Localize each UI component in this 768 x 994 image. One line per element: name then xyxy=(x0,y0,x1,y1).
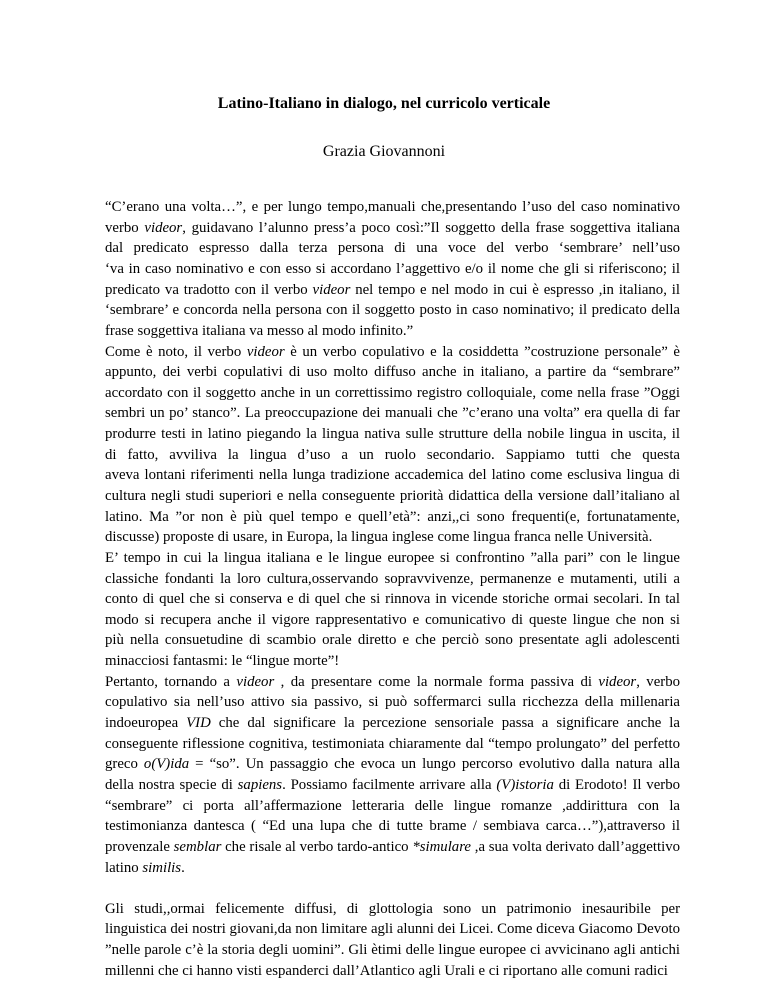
text-run: conto di quel che si conserva e di quel che si rinnova in vicende storiche ormai secolari. In tal xyxy=(105,591,680,608)
text-line xyxy=(105,548,680,569)
italic-term: videor xyxy=(598,673,637,690)
italic-term: videor xyxy=(236,673,275,690)
text-line xyxy=(105,919,680,940)
italic-term: videor xyxy=(312,281,351,298)
text-line xyxy=(105,218,680,239)
text-run: = “so”. Un passaggio che evoca un lungo percorso evolutivo dalla natura alla xyxy=(195,756,680,773)
text-line xyxy=(105,651,680,672)
text-run: aveva lontani riferimenti nella lunga tradizione accademica del latino come esclusiva lingua di xyxy=(105,467,680,484)
text-run: E’ tempo in cui la lingua italiana e le lingue europee si confrontino ”alla pari” con le lingue xyxy=(105,549,680,566)
text-line xyxy=(105,858,680,879)
text-run: ‘va in caso nominativo e con esso si accordano l’aggettivo e/o il nome che gli si riferiscono; il xyxy=(105,260,680,277)
text-line xyxy=(105,837,680,858)
text-line xyxy=(105,899,680,920)
text-run: ”nelle parole c’è la storia degli uomini”. Gli ètimi delle lingue europee ci avvicinano agli antichi xyxy=(105,942,680,959)
italic-term: similis xyxy=(142,859,182,876)
text-line xyxy=(105,424,680,445)
text-line xyxy=(105,280,680,301)
paragraph xyxy=(105,672,680,878)
text-run: sembri un po’ stanco”. La preoccupazione dei manuali che ”c’erano una volta” era quella di far xyxy=(105,405,680,422)
text-run: che risale al verbo tardo-antico xyxy=(221,838,413,855)
text-run: dal predicato espresso dalla terza persona di una voce del verbo ‘sembrare’ nell’uso xyxy=(105,240,680,257)
text-run: ‘sembrare’ e concorda nella persona con il soggetto posto in caso nominativo; il predicato della xyxy=(105,302,680,319)
text-run: ,a sua volta derivato dall’aggettivo xyxy=(470,838,680,855)
text-line xyxy=(105,507,680,528)
text-run: , verbo xyxy=(636,673,680,690)
paragraph xyxy=(105,342,680,548)
document-author: Grazia Giovannoni xyxy=(322,143,446,160)
text-line xyxy=(105,342,680,363)
text-line xyxy=(105,754,680,775)
italic-term: (V)istoria xyxy=(496,776,554,793)
italic-term: VID xyxy=(186,715,211,732)
text-run: nel tempo e nel modo in cui è espresso ,in italiano, il xyxy=(355,281,680,298)
text-run: minacciosi fantasmi: le “lingue morte”! xyxy=(105,653,340,670)
text-line xyxy=(105,197,680,218)
text-run: accordato con il soggetto anche in un correttissimo registro colloquiale, come nella frase ”Oggi xyxy=(105,384,680,401)
text-run: . Possiamo facilmente arrivare alla xyxy=(282,776,497,793)
text-run: verbo xyxy=(105,219,145,236)
text-line xyxy=(105,940,680,961)
paragraph xyxy=(105,197,680,342)
text-line xyxy=(105,465,680,486)
text-line xyxy=(105,527,680,548)
text-run: millenni che ci hanno visti espanderci dall’Atlantico agli Urali e ci riportano alle comuni radici xyxy=(105,962,668,979)
text-run: è un verbo copulativo e la cosiddetta ”costruzione personale” è xyxy=(290,343,680,360)
text-line xyxy=(105,362,680,383)
text-run: provenzale xyxy=(105,838,174,855)
text-run: Come è noto, il verbo xyxy=(105,343,247,360)
text-run: “C’erano una volta…”, e per lungo tempo,manuali che,presentando l’uso del caso nominativo xyxy=(105,199,680,215)
text-line xyxy=(105,775,680,796)
text-line xyxy=(105,961,680,982)
text-run: latino. Ma ”or non è più quel tempo e quell’età”: anzi,,ci sono frequenti(e, fortunatamente, xyxy=(105,508,680,525)
text-line xyxy=(105,692,680,713)
text-line xyxy=(105,486,680,507)
text-line xyxy=(105,321,680,342)
text-line xyxy=(105,610,680,631)
text-run: di fatto, avviliva la lingua d’uso a un ruolo secondario. Sappiamo tutti che questa xyxy=(105,446,680,463)
text-line xyxy=(105,796,680,817)
text-run: cultura negli studi superiori e nella conseguente priorità didattica della versione dall’italiano al xyxy=(105,487,680,504)
italic-term: videor xyxy=(246,343,285,360)
italic-term: *simulare xyxy=(412,838,471,855)
text-line xyxy=(105,445,680,466)
text-run: Gli studi,,ormai felicemente diffusi, di glottologia sono un patrimonio inesauribile per xyxy=(105,900,680,917)
text-line xyxy=(105,816,680,837)
text-run: che dal significare la percezione sensoriale passa a significare anche la xyxy=(210,715,680,732)
italic-term: o(V)ida xyxy=(143,756,190,773)
text-run: greco xyxy=(105,756,144,773)
text-line xyxy=(105,672,680,693)
text-run: testimonianza dantesca ( “Ed una lupa che di tutte brame / sembiava carca…”),attraverso il xyxy=(105,818,680,835)
text-line xyxy=(105,630,680,651)
text-run: latino xyxy=(105,859,143,876)
text-line xyxy=(105,713,680,734)
text-line xyxy=(105,734,680,755)
text-run: , da presentare come la normale forma passiva di xyxy=(274,673,599,690)
text-run: della nostra specie di xyxy=(105,776,238,793)
text-run: classiche fondanti la loro cultura,osservando sopravvivenze, permanenze e mutamenti, utili a xyxy=(105,570,680,587)
text-run: appunto, dei verbi copulativi di uso molto diffuso anche in italiano, a partire da “sembrare” xyxy=(105,364,680,381)
paragraph xyxy=(105,899,680,982)
text-run: produrre testi in latino piegando la lingua nativa sulle strutture della nobile lingua in uscita, il xyxy=(105,426,680,443)
text-line xyxy=(105,259,680,280)
paragraph xyxy=(105,548,680,672)
text-line xyxy=(105,300,680,321)
text-run: più nella consuetudine di scambio orale diretto e che perciò sono presentate agli adolescenti xyxy=(105,632,680,649)
document-title: Latino-Italiano in dialogo, nel curricolo verticale xyxy=(217,95,551,112)
text-run: “sembrare” ci porta all’affermazione letteraria delle lingue romanze ,addirittura con la xyxy=(105,797,680,814)
text-run: discusse) proposte di usare, in Europa, la lingua inglese come lingua franca nelle Università. xyxy=(105,529,653,546)
text-run: indoeuropea xyxy=(105,715,187,732)
document-body xyxy=(105,197,680,981)
text-run: , guidavano l’alunno press’a poco così:”Il soggetto della frase soggettiva italiana xyxy=(182,219,680,236)
text-run: modo si recupera anche il vigore rappresentativo e comunicativo di queste lingue che non si xyxy=(105,611,680,628)
italic-term: videor xyxy=(144,219,183,236)
text-run: conseguente riflessione cognitiva, testimoniata chiaramente dal “tempo prolungato” del perfetto xyxy=(105,735,680,752)
text-line xyxy=(105,383,680,404)
text-run: linguistica dei nostri giovani,da non limitare agli alunni dei Licei. Come diceva Giacomo Devoto xyxy=(105,921,680,938)
text-line xyxy=(105,569,680,590)
text-line xyxy=(105,589,680,610)
text-line xyxy=(105,403,680,424)
italic-term: semblar xyxy=(173,838,222,855)
italic-term: sapiens xyxy=(237,776,283,793)
text-run: di Erodoto! Il verbo xyxy=(553,776,680,793)
text-run: . xyxy=(181,859,185,876)
text-run: copulativo sia nell’uso attivo sia passivo, si può soffermarci sulla ricchezza della millenaria xyxy=(105,694,680,711)
text-run: Pertanto, tornando a xyxy=(105,673,237,690)
text-line xyxy=(105,238,680,259)
text-run: predicato va tradotto con il verbo xyxy=(105,281,313,298)
text-run: frase soggettiva italiana va messo al modo infinito.” xyxy=(105,322,414,339)
